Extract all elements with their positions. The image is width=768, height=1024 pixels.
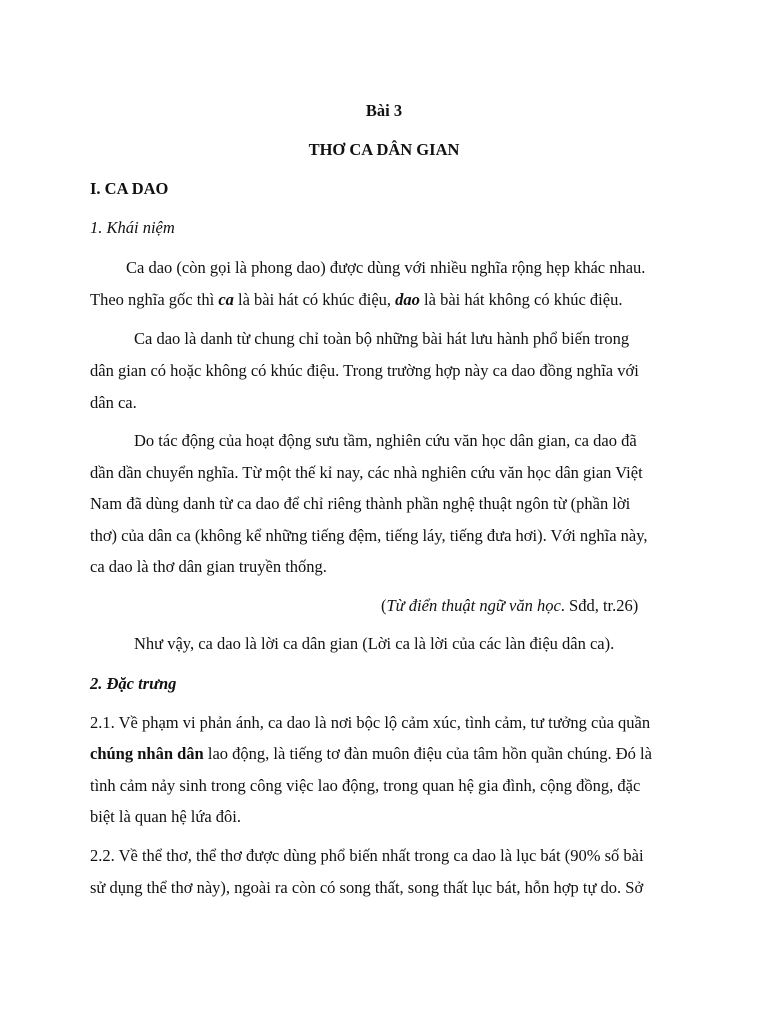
paragraph-line: dần dần chuyển nghĩa. Từ một thế kỉ nay, các nhà nghiên cứu văn học dân gian Việt [90, 463, 643, 482]
paragraph-line [90, 290, 622, 310]
citation [381, 596, 638, 616]
paragraph-line: biệt là quan hệ lứa đôi. [90, 807, 241, 826]
section-heading: I. CA DAO [90, 179, 169, 198]
paragraph-line: 2.1. Về phạm vi phản ánh, ca dao là nơi bộc lộ cảm xúc, tình cảm, tư tưởng của quần [90, 713, 651, 732]
paragraph-line: Ca dao (còn gọi là phong dao) được dùng với nhiều nghĩa rộng hẹp khác nhau. [126, 258, 646, 277]
citation-source: Từ điển thuật ngữ văn học [386, 596, 561, 615]
paragraph-line: tình cảm nảy sinh trong công việc lao động, trong quan hệ gia đình, cộng đồng, đặc [90, 776, 641, 795]
paragraph-line: sử dụng thể thơ này), ngoài ra còn có song thất, song thất lục bát, hỗn hợp tự do. Sở [90, 878, 644, 897]
paragraph-line: ca dao là thơ dân gian truyền thống. [90, 557, 327, 576]
subsection-heading-concept: 1. Khái niệm [90, 218, 175, 237]
text-run: lao động, là tiếng tơ đàn muôn điệu của tâm hồn quần chúng. Đó là [203, 744, 652, 763]
emphasis-term: chúng nhân dân [90, 744, 204, 763]
paragraph-line: Do tác động của hoạt động sưu tầm, nghiên cứu văn học dân gian, ca dao đã [134, 431, 637, 450]
paragraph-line: Ca dao là danh từ chung chỉ toàn bộ những bài hát lưu hành phổ biến trong [134, 329, 630, 348]
lesson-number: Bài 3 [365, 101, 403, 120]
citation-page: . Sđd, tr.26) [560, 596, 639, 615]
paragraph-line: dân gian có hoặc không có khúc điệu. Trong trường hợp này ca dao đồng nghĩa với [90, 361, 639, 380]
citation-paren: ( [381, 596, 387, 615]
paragraph-line [90, 744, 652, 764]
paragraph-line: dân ca. [90, 393, 137, 412]
emphasis-term: dao [395, 290, 420, 309]
emphasis-term: ca [218, 290, 234, 309]
subsection-heading-features: 2. Đặc trưng [90, 674, 177, 693]
text-run: Theo nghĩa gốc thì [90, 290, 219, 309]
paragraph-line: thơ) của dân ca (không kể những tiếng đệm, tiếng láy, tiếng đưa hơi). Với nghĩa này, [90, 526, 648, 545]
paragraph-line: Như vậy, ca dao là lời ca dân gian (Lời ca là lời của các làn điệu dân ca). [134, 634, 615, 653]
paragraph-line: Nam đã dùng danh từ ca dao để chỉ riêng thành phần nghệ thuật ngôn từ (phần lời [90, 494, 631, 513]
paragraph-line: 2.2. Về thể thơ, thể thơ được dùng phổ biến nhất trong ca dao là lục bát (90% số bài [90, 846, 644, 865]
text-run: là bài hát có khúc điệu, [233, 290, 396, 309]
text-run: là bài hát không có khúc điệu. [419, 290, 623, 309]
page-title: THƠ CA DÂN GIAN [308, 140, 460, 159]
